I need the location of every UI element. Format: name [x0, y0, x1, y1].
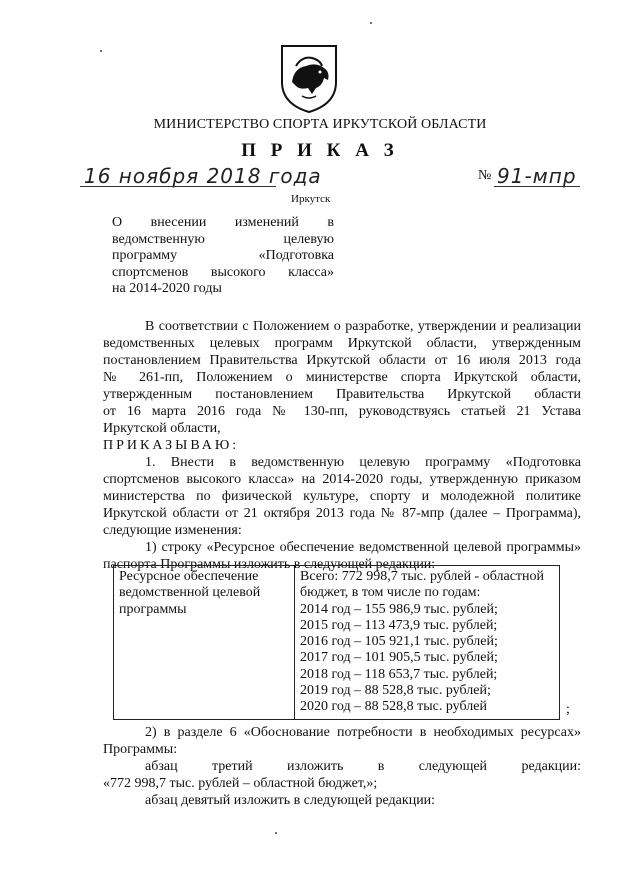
coat-of-arms-icon	[276, 42, 342, 114]
table-cell-value: Всего: 772 998,7 тыс. рублей - областной бюджет, в том числе по годам: 2014 год – 155 986,9 тыс. рублей; 2015 год – 113 473,9 тыс. рублей; 2016 год – 105 921,1 тыс. рублей; 2017 год – 101 905,5 тыс. рублей; 2018 год – 118 653,7 тыс. рублей; 2019 год – 88 528,8 тыс. рублей; 2020 год – 88 528,8 тыс. рублей	[295, 566, 560, 720]
number-underline	[494, 186, 580, 187]
subject-line: на 2014-2020 годы	[112, 281, 222, 296]
preamble-line: ведомственных целевых программ Иркутской области, утвержденным	[103, 336, 581, 351]
document-title: П Р И К А З	[241, 140, 399, 161]
preamble-line: В соответствии с Положением о разработке, утверждении и реализации	[145, 319, 581, 334]
item2-line: абзац третий изложить в следующей редакции:	[145, 759, 581, 774]
subject-block	[112, 215, 334, 298]
item2-line: «772 998,7 тыс. рублей – областной бюджет,»;	[103, 776, 378, 791]
item2-line: абзац девятый изложить в следующей редакции:	[145, 793, 436, 808]
item1-sub-line: паспорта Программы изложить в следующей редакции:	[103, 557, 436, 572]
table-trailing-semicolon: ;	[566, 702, 570, 717]
preamble-line: утвержденным постановлением Правительства Иркутской области	[103, 387, 581, 402]
item2-paragraph	[103, 724, 581, 809]
handwritten-date: 16 ноября 2018 года	[84, 164, 322, 188]
scan-speck	[275, 832, 277, 834]
table-row	[114, 566, 560, 720]
preamble-line: от 16 марта 2016 года № 130-пп, руководствуясь статьей 21 Устава	[103, 404, 581, 419]
scan-speck	[100, 50, 102, 52]
item2-line: Программы:	[103, 742, 178, 757]
order-word: ПРИКАЗЫВАЮ:	[103, 438, 240, 453]
item2-line: 2) в разделе 6 «Обоснование потребности в необходимых ресурсах»	[145, 725, 581, 740]
resource-table	[113, 565, 560, 720]
item1-line: следующие изменения:	[103, 523, 242, 538]
preamble-line: № 261-пп, Положением о министерстве спорта Иркутской области,	[103, 370, 581, 385]
subject-line: спортсменов высокого класса»	[112, 264, 334, 280]
item1-paragraph	[103, 454, 581, 573]
preamble-line: постановлением Правительства Иркутской области от 16 июля 2013 года	[103, 353, 581, 368]
preamble-line: Иркутской области,	[103, 421, 221, 436]
item1-line: 1. Внести в ведомственную целевую программу «Подготовка	[145, 455, 581, 470]
item1-sub-line: 1) строку «Ресурсное обеспечение ведомственной целевой программы»	[145, 540, 581, 555]
item1-line: министерства по физической культуре, спорту и молодежной политике	[103, 489, 581, 504]
subject-line: ведомственную целевую	[112, 231, 334, 247]
table-cell-label: Ресурсное обеспечение ведомственной целевой программы	[114, 566, 295, 720]
number-prefix: №	[478, 168, 492, 183]
ministry-name: МИНИСТЕРСТВО СПОРТА ИРКУТСКОЙ ОБЛАСТИ	[153, 117, 487, 132]
scan-speck	[370, 22, 372, 24]
date-underline	[80, 186, 276, 187]
subject-line: программу «Подготовка	[112, 248, 334, 263]
preamble-paragraph	[103, 318, 581, 454]
handwritten-number: 91-мпр	[497, 164, 577, 188]
item1-line: Иркутской области от 21 октября 2013 года № 87-мпр (далее – Программа),	[103, 506, 581, 521]
city: Иркутск	[291, 193, 331, 205]
subject-line: О внесении изменений в	[112, 215, 334, 230]
item1-line: спортсменов высокого класса» на 2014-2020 годы, утвержденную приказом	[103, 472, 581, 487]
